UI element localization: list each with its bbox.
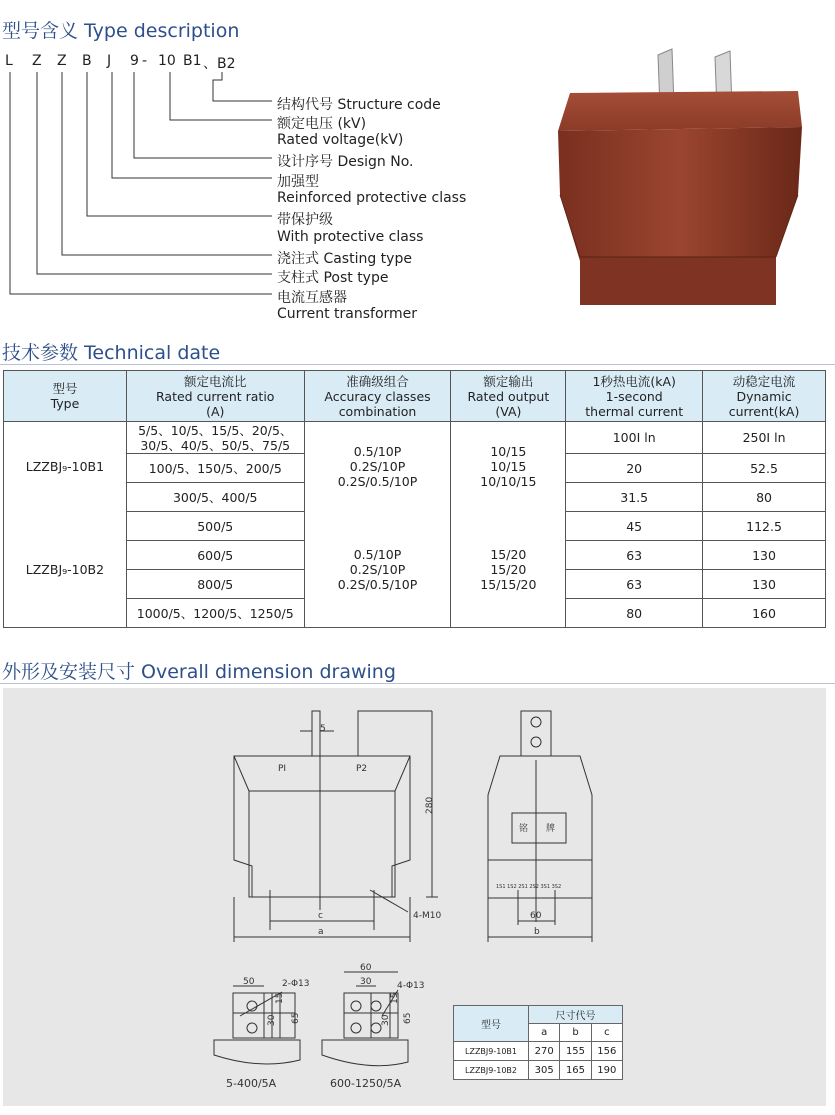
- thermal-cell: 63: [566, 570, 703, 599]
- accuracy-cell: 0.5/10P 0.2S/10P 0.2S/0.5/10P: [304, 422, 451, 512]
- model-cell: LZZBJ₉-10B2: [4, 512, 127, 628]
- section-title-dimension-drawing: 外形及安装尺寸 Overall dimension drawing: [2, 661, 396, 683]
- dim-c: 190: [591, 1061, 622, 1080]
- dim-a: a: [318, 927, 324, 937]
- thermal-cell: 45: [566, 512, 703, 541]
- dim-50: 50: [243, 977, 255, 987]
- accuracy-cell: 0.5/10P 0.2S/10P 0.2S/0.5/10P: [304, 512, 451, 628]
- dim-30b: 30: [360, 977, 372, 987]
- thermal-cell: 100I ln: [566, 422, 703, 454]
- dim-c: 156: [591, 1042, 622, 1061]
- code-letter: 、B2: [203, 56, 236, 72]
- dynamic-cell: 112.5: [703, 512, 826, 541]
- section-title-technical-data: 技术参数 Technical date: [2, 342, 221, 364]
- dynamic-cell: 160: [703, 599, 826, 628]
- dim-65: 65: [291, 1012, 301, 1024]
- code-letter: Z: [32, 53, 42, 69]
- label-p1: PI: [278, 764, 287, 774]
- dynamic-cell: 250I ln: [703, 422, 826, 454]
- ratio-cell: 600/5: [126, 541, 304, 570]
- header-accuracy: 准确级组合 Accuracy classes combination: [304, 371, 451, 422]
- dim-5: 5: [320, 724, 326, 734]
- dim-15b: 15: [390, 992, 400, 1004]
- dynamic-cell: 130: [703, 541, 826, 570]
- thermal-cell: 31.5: [566, 483, 703, 512]
- desc-ct-cn: 电流互感器: [277, 290, 347, 306]
- thermal-cell: 20: [566, 454, 703, 483]
- label-p2: P2: [356, 764, 368, 774]
- dynamic-cell: 80: [703, 483, 826, 512]
- dim-b: 155: [560, 1042, 591, 1061]
- ratio-cell: 1000/5、1200/5、1250/5: [126, 599, 304, 628]
- desc-ct-en: Current transformer: [277, 306, 418, 322]
- dim-b: 165: [560, 1061, 591, 1080]
- ratio-cell: 500/5: [126, 512, 304, 541]
- dim-b: b: [534, 927, 540, 937]
- desc-design-no: 设计序号 Design No.: [277, 154, 414, 170]
- dim-280: 280: [425, 796, 435, 814]
- thermal-cell: 80: [566, 599, 703, 628]
- code-letter: -: [142, 53, 148, 69]
- desc-protective-cn: 带保护级: [277, 212, 333, 228]
- code-letter: B: [82, 53, 92, 69]
- code-letter: 10: [158, 53, 176, 69]
- dim-col-a: a: [529, 1024, 560, 1042]
- output-cell: 15/20 15/20 15/15/20: [451, 512, 566, 628]
- dim-a: 270: [529, 1042, 560, 1061]
- dim-model: LZZBJ9-10B2: [454, 1061, 529, 1080]
- dim-col-b: b: [560, 1024, 591, 1042]
- dim-model: LZZBJ9-10B1: [454, 1042, 529, 1061]
- desc-reinforced-cn: 加强型: [277, 174, 319, 190]
- desc-protective-en: With protective class: [277, 229, 424, 245]
- header-ratio: 额定电流比 Rated current ratio (A): [126, 371, 304, 422]
- caption-detail-1: 5-400/5A: [226, 1077, 277, 1090]
- dimension-code-table: [453, 1005, 623, 1080]
- code-letter: B1: [183, 53, 202, 69]
- header-type: 型号 Type: [4, 371, 127, 422]
- ratio-cell: 100/5、150/5、200/5: [126, 454, 304, 483]
- dim-30c: 30: [381, 1014, 391, 1026]
- dim-header-model: 型号: [454, 1006, 529, 1042]
- nameplate-char: 牌: [546, 824, 556, 834]
- label-m10: 4-M10: [413, 911, 442, 921]
- ratio-cell: 800/5: [126, 570, 304, 599]
- dim-60: 60: [530, 911, 542, 921]
- header-dynamic: 动稳定电流 Dynamic current(kA): [703, 371, 826, 422]
- desc-post-type: 支柱式 Post type: [277, 270, 389, 286]
- model-cell: LZZBJ₉-10B1: [4, 422, 127, 512]
- header-output: 额定输出 Rated output (VA): [451, 371, 566, 422]
- desc-rated-voltage-en: Rated voltage(kV): [277, 132, 404, 148]
- dynamic-cell: 130: [703, 570, 826, 599]
- dim-60b: 60: [360, 963, 372, 973]
- code-letter: 9: [130, 53, 139, 69]
- label-hole-2: 2-Φ13: [282, 979, 310, 989]
- dim-c: c: [318, 911, 323, 921]
- ratio-cell: 300/5、400/5: [126, 483, 304, 512]
- dim-15: 15: [275, 992, 285, 1004]
- nameplate-char: 铭: [519, 824, 529, 834]
- code-letter: J: [107, 53, 112, 69]
- table-row: [454, 1042, 623, 1061]
- thermal-cell: 63: [566, 541, 703, 570]
- code-letter: Z: [57, 53, 67, 69]
- table-row: [454, 1061, 623, 1080]
- dim-65b: 65: [403, 1012, 413, 1024]
- dim-30: 30: [267, 1014, 277, 1026]
- label-hole-4: 4-Φ13: [397, 981, 425, 991]
- code-letter: L: [5, 53, 13, 69]
- desc-reinforced-en: Reinforced protective class: [277, 190, 467, 206]
- desc-structure-code: 结构代号 Structure code: [277, 97, 441, 113]
- ratio-cell: 5/5、10/5、15/5、20/5、 30/5、40/5、50/5、75/5: [126, 422, 304, 454]
- terminal-labels: 1S1 1S2 2S1 2S2 3S1 3S2: [496, 884, 562, 890]
- dynamic-cell: 52.5: [703, 454, 826, 483]
- caption-detail-2: 600-1250/5A: [330, 1077, 402, 1090]
- section-title-type-description: 型号含义 Type description: [2, 20, 240, 42]
- desc-casting-type: 浇注式 Casting type: [277, 251, 412, 267]
- header-thermal: 1秒热电流(kA) 1-second thermal current: [566, 371, 703, 422]
- output-cell: 10/15 10/15 10/10/15: [451, 422, 566, 512]
- dim-a: 305: [529, 1061, 560, 1080]
- dim-header-code: 尺寸代号: [529, 1006, 623, 1024]
- dim-col-c: c: [591, 1024, 622, 1042]
- desc-rated-voltage-cn: 额定电压 (kV): [277, 116, 367, 132]
